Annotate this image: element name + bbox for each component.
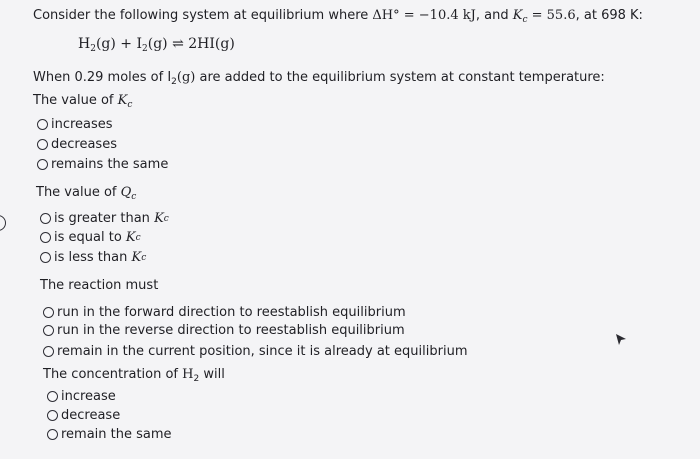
kc-sub: c xyxy=(522,15,528,25)
radio-icon[interactable] xyxy=(47,410,58,421)
option-reverse[interactable] xyxy=(43,323,405,338)
option-forward[interactable] xyxy=(43,305,406,320)
radio-icon[interactable] xyxy=(47,391,58,402)
option-label: run in the reverse direction to reestablish equilibrium xyxy=(57,323,405,338)
option-label: is equal to xyxy=(54,230,122,245)
option-label: increase xyxy=(61,389,116,404)
option-label: remain the same xyxy=(61,427,172,442)
option-label: remain in the current position, since it is already at equilibrium xyxy=(57,344,468,359)
radio-icon[interactable] xyxy=(43,307,54,318)
radio-icon[interactable] xyxy=(37,119,48,130)
intro-line xyxy=(33,8,643,25)
option-qc-greater[interactable] xyxy=(40,211,169,226)
option-label: is less than xyxy=(54,250,128,265)
and-text: , and xyxy=(475,8,509,23)
reaction-product: 2HI(g) xyxy=(188,36,235,52)
option-h2-decrease[interactable] xyxy=(47,408,120,423)
kc-value: = 55.6 xyxy=(531,8,576,23)
condition-state: (g) xyxy=(176,70,196,85)
condition-suffix: are added to the equilibrium system at constant temperature: xyxy=(199,70,605,85)
option-label: decreases xyxy=(51,137,117,152)
option-label: increases xyxy=(51,117,113,132)
question-reaction-prompt: The reaction must xyxy=(40,278,159,293)
reaction-h2-state: (g) + I xyxy=(95,36,142,52)
question-kc-symbol: K xyxy=(117,93,128,108)
radio-icon[interactable] xyxy=(40,213,51,224)
option-h2-remain-same[interactable] xyxy=(47,427,172,442)
question-h2-suffix: will xyxy=(203,367,225,382)
condition-prefix: When 0.29 moles of I xyxy=(33,70,172,85)
option-label: is greater than xyxy=(54,211,150,226)
option-label: decrease xyxy=(61,408,121,423)
option-remain-position[interactable] xyxy=(43,344,467,359)
partial-circle-icon xyxy=(0,215,6,231)
option-symbol-sub: c xyxy=(135,232,141,243)
option-symbol: K xyxy=(131,250,142,265)
option-qc-equal[interactable] xyxy=(40,230,141,245)
reaction-h2: H xyxy=(78,36,91,52)
option-label: remains the same xyxy=(51,157,169,172)
kc-symbol: K xyxy=(512,8,523,23)
option-symbol-sub: c xyxy=(163,213,169,224)
question-kc-sub: c xyxy=(127,100,133,110)
option-kc-decreases[interactable] xyxy=(37,137,117,152)
mouse-cursor-icon xyxy=(615,333,627,347)
radio-icon[interactable] xyxy=(40,232,51,243)
temp-text: , at 698 K: xyxy=(575,8,643,23)
radio-icon[interactable] xyxy=(37,159,48,170)
reaction-equation xyxy=(78,36,235,54)
question-kc-prompt xyxy=(33,93,132,110)
option-symbol: K xyxy=(125,230,136,245)
question-qc-prompt xyxy=(36,185,136,202)
radio-icon[interactable] xyxy=(40,252,51,263)
condition-line xyxy=(33,70,605,87)
intro-prefix: Consider the following system at equilibrium where xyxy=(33,8,369,23)
delta-h-value: = −10.4 kJ xyxy=(403,8,476,23)
radio-icon[interactable] xyxy=(37,139,48,150)
delta-h-symbol: ΔH° xyxy=(372,8,400,23)
option-symbol: K xyxy=(154,211,164,226)
question-h2-symbol: H xyxy=(182,367,194,382)
radio-icon[interactable] xyxy=(47,429,58,440)
option-label: run in the forward direction to reestablish equilibrium xyxy=(57,305,406,320)
question-h2-sub: 2 xyxy=(193,374,200,384)
question-h2-prompt xyxy=(43,367,225,384)
reaction-i2-state: (g) xyxy=(147,36,168,52)
option-qc-less[interactable] xyxy=(40,250,146,265)
radio-icon[interactable] xyxy=(43,346,54,357)
condition-i2-sub: 2 xyxy=(171,77,177,87)
option-h2-increase[interactable] xyxy=(47,389,116,404)
question-qc-text: The value of xyxy=(36,185,117,200)
question-qc-sub: c xyxy=(131,192,137,202)
option-kc-remains-same[interactable] xyxy=(37,157,168,172)
question-qc-symbol: Q xyxy=(120,185,132,200)
radio-icon[interactable] xyxy=(43,325,54,336)
reaction-h2-sub: 2 xyxy=(90,44,96,54)
equilibrium-arrow: ⇌ xyxy=(172,36,184,52)
reaction-i2-sub: 2 xyxy=(142,44,148,54)
option-symbol-sub: c xyxy=(141,252,147,263)
question-h2-text: The concentration of xyxy=(43,367,179,382)
question-kc-text: The value of xyxy=(33,93,114,108)
option-kc-increases[interactable] xyxy=(37,117,113,132)
